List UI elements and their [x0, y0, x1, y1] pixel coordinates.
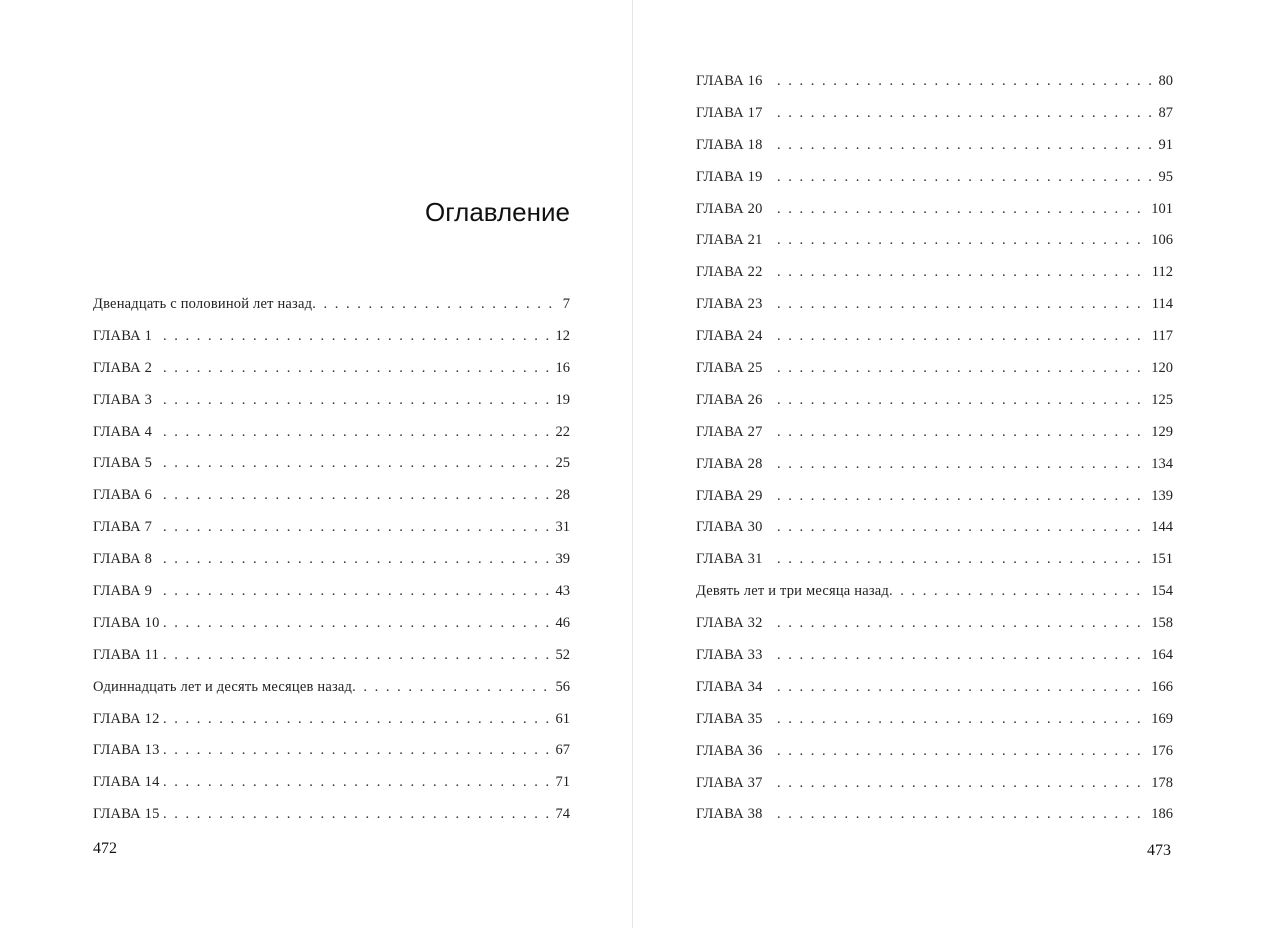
dot-leader [777, 353, 1146, 385]
toc-entry [696, 449, 1173, 481]
toc-entry [696, 289, 1173, 321]
toc-entry-page: 120 [1151, 360, 1173, 377]
toc-entry-label: ГЛАВА 30 [696, 519, 763, 536]
toc-entry-page: 129 [1151, 423, 1173, 440]
toc-entry-page: 139 [1151, 487, 1173, 504]
dot-leader [889, 576, 1146, 608]
dot-leader [777, 449, 1146, 481]
dot-leader [777, 512, 1146, 544]
toc-entry-page: 52 [555, 646, 570, 663]
toc-entry-label: ГЛАВА 1 [93, 327, 153, 344]
toc-entry-page: 106 [1151, 232, 1173, 249]
dot-leader [777, 289, 1147, 321]
toc-entry-label: ГЛАВА 13 [93, 742, 160, 759]
toc-entry [696, 799, 1173, 831]
toc-entry [696, 257, 1173, 289]
toc-entry-page: 166 [1151, 678, 1173, 695]
toc-entry-label: ГЛАВА 29 [696, 487, 763, 504]
page-number-left: 472 [93, 840, 117, 857]
toc-entry-label: ГЛАВА 26 [696, 391, 763, 408]
dot-leader [163, 417, 551, 449]
dot-leader [777, 544, 1146, 576]
dot-leader [777, 417, 1146, 449]
toc-entry [696, 321, 1173, 353]
toc-entry [696, 385, 1173, 417]
dot-leader [163, 385, 551, 417]
toc-entry [93, 608, 570, 640]
dot-leader [777, 799, 1146, 831]
toc-entry-label: ГЛАВА 37 [696, 774, 763, 791]
dot-leader [777, 736, 1146, 768]
toc-entry [696, 512, 1173, 544]
dot-leader [163, 767, 551, 799]
toc-entry [93, 767, 570, 799]
dot-leader [777, 640, 1146, 672]
toc-entry-page: 91 [1158, 136, 1173, 153]
dot-leader [777, 257, 1147, 289]
dot-leader [777, 225, 1146, 257]
toc-entry [696, 544, 1173, 576]
dot-leader [777, 704, 1146, 736]
toc-entry-label: ГЛАВА 6 [93, 487, 153, 504]
toc-entry-page: 95 [1158, 168, 1173, 185]
toc-entry-label: ГЛАВА 32 [696, 615, 763, 632]
toc-entry-page: 12 [555, 327, 570, 344]
toc-entry-page: 117 [1151, 328, 1173, 345]
toc-entry-label: ГЛАВА 33 [696, 647, 763, 664]
toc-entry-page: 22 [555, 423, 570, 440]
toc-entry [696, 672, 1173, 704]
toc-entry-page: 7 [562, 296, 570, 312]
right-page [633, 0, 1264, 928]
toc-entry [696, 417, 1173, 449]
toc-entry-label: Двенадцать с половиной лет назад [93, 296, 313, 312]
toc-entry-label: ГЛАВА 36 [696, 742, 763, 759]
dot-leader [777, 194, 1146, 226]
dot-leader [163, 704, 551, 736]
toc-entry-page: 80 [1158, 73, 1173, 89]
toc-entry-page: 178 [1151, 774, 1173, 791]
dot-leader [777, 98, 1154, 130]
dot-leader [163, 640, 551, 672]
toc-entry-page: 164 [1151, 647, 1173, 664]
toc-entry-label: ГЛАВА 8 [93, 551, 153, 568]
toc-entry-page: 144 [1151, 519, 1173, 536]
page-number-right: 473 [1147, 842, 1171, 859]
toc-entry-label: ГЛАВА 17 [696, 104, 763, 121]
toc-entry-label: ГЛАВА 20 [696, 200, 763, 217]
toc-entry [93, 672, 570, 704]
toc-entry-page: 56 [555, 678, 570, 695]
toc-entry-page: 151 [1151, 551, 1173, 568]
toc-entry-page: 158 [1151, 615, 1173, 632]
toc-entry [696, 66, 1173, 98]
toc-entry [696, 481, 1173, 513]
toc-entry [696, 162, 1173, 194]
toc-entry [93, 735, 570, 767]
toc-entry-label: ГЛАВА 22 [696, 264, 763, 281]
toc-entry-label: ГЛАВА 19 [696, 168, 763, 185]
dot-leader [163, 799, 551, 831]
toc-entry-page: 125 [1151, 391, 1173, 408]
toc-entry [93, 512, 570, 544]
toc-entry-page: 67 [555, 742, 570, 759]
toc-entry-page: 101 [1151, 200, 1173, 217]
toc-entry-page: 28 [555, 487, 570, 504]
toc-entry [93, 448, 570, 480]
toc-entry-page: 31 [555, 519, 570, 536]
toc-entry [696, 194, 1173, 226]
dot-leader [163, 735, 551, 767]
toc-entry-page: 46 [555, 614, 570, 631]
toc-entry [696, 130, 1173, 162]
dot-leader [163, 576, 551, 608]
toc-entry [696, 608, 1173, 640]
toc-entry-label: ГЛАВА 34 [696, 678, 763, 695]
dot-leader [163, 448, 551, 480]
dot-leader [777, 321, 1147, 353]
dot-leader [777, 162, 1154, 194]
dot-leader [163, 608, 551, 640]
toc-entry [696, 576, 1173, 608]
toc-entry [93, 289, 570, 321]
toc-entry-page: 74 [555, 806, 570, 823]
toc-entry-label: ГЛАВА 12 [93, 710, 160, 727]
toc-entry-label: ГЛАВА 7 [93, 519, 153, 536]
toc-entry-page: 87 [1158, 104, 1173, 121]
dot-leader [777, 385, 1146, 417]
dot-leader [352, 672, 550, 704]
toc-entry [696, 736, 1173, 768]
toc-entry [696, 353, 1173, 385]
dot-leader [163, 544, 551, 576]
dot-leader [777, 130, 1154, 162]
toc-entry [93, 417, 570, 449]
toc-entry-page: 169 [1151, 710, 1173, 727]
toc-entry-label: ГЛАВА 10 [93, 614, 160, 631]
dot-leader [777, 66, 1154, 98]
toc-entry [93, 704, 570, 736]
toc-entry-label: ГЛАВА 15 [93, 806, 160, 823]
toc-entry-page: 16 [555, 359, 570, 376]
toc-entry-label: ГЛАВА 11 [93, 646, 160, 663]
toc-entry-page: 134 [1151, 455, 1173, 472]
toc-entry [93, 385, 570, 417]
toc-entry [93, 544, 570, 576]
toc-entry [696, 768, 1173, 800]
toc-entry-label: ГЛАВА 38 [696, 806, 763, 823]
dot-leader [777, 768, 1146, 800]
toc-entry-page: 43 [555, 583, 570, 600]
toc-entry-label: ГЛАВА 4 [93, 423, 153, 440]
toc-entry-page: 25 [555, 455, 570, 472]
toc-entry [93, 353, 570, 385]
toc-entry-label: Девять лет и три месяца назад [696, 583, 890, 600]
toc-entry-label: ГЛАВА 2 [93, 359, 153, 376]
toc-entry-label: ГЛАВА 35 [696, 710, 763, 727]
dot-leader [312, 289, 558, 321]
toc-entry-page: 71 [555, 774, 570, 791]
toc-entry-label: ГЛАВА 14 [93, 774, 160, 791]
toc-entry-label: ГЛАВА 3 [93, 391, 153, 408]
toc-entry-label: ГЛАВА 27 [696, 423, 763, 440]
toc-entry [93, 321, 570, 353]
toc-entry [93, 799, 570, 831]
toc-entry-page: 61 [555, 710, 570, 727]
dot-leader [163, 512, 551, 544]
dot-leader [777, 672, 1146, 704]
toc-list-left [93, 289, 570, 831]
toc-entry [93, 576, 570, 608]
toc-entry [696, 225, 1173, 257]
dot-leader [777, 608, 1146, 640]
toc-entry [93, 480, 570, 512]
toc-entry-label: ГЛАВА 28 [696, 455, 763, 472]
dot-leader [163, 353, 551, 385]
toc-entry-page: 19 [555, 391, 570, 408]
toc-entry-page: 154 [1151, 583, 1173, 600]
toc-entry-page: 176 [1151, 742, 1173, 759]
dot-leader [163, 321, 551, 353]
toc-entry-label: ГЛАВА 23 [696, 296, 763, 313]
toc-entry-label: ГЛАВА 18 [696, 136, 763, 153]
toc-entry-label: ГЛАВА 16 [696, 73, 763, 89]
toc-entry [93, 640, 570, 672]
toc-entry-label: ГЛАВА 21 [696, 232, 763, 249]
toc-entry [696, 98, 1173, 130]
toc-entry-label: Одиннадцать лет и десять месяцев назад [93, 678, 353, 695]
toc-entry-page: 39 [555, 551, 570, 568]
dot-leader [163, 480, 551, 512]
toc-entry-label: ГЛАВА 24 [696, 328, 763, 345]
toc-entry-label: ГЛАВА 5 [93, 455, 153, 472]
toc-entry-label: ГЛАВА 9 [93, 583, 153, 600]
toc-entry-page: 114 [1151, 296, 1173, 313]
page-title: Оглавление [425, 197, 570, 227]
toc-entry-label: ГЛАВА 25 [696, 360, 763, 377]
toc-list-right [696, 66, 1173, 831]
toc-entry [696, 640, 1173, 672]
toc-entry-page: 186 [1151, 806, 1173, 823]
toc-entry-label: ГЛАВА 31 [696, 551, 763, 568]
toc-entry-page: 112 [1151, 264, 1173, 281]
dot-leader [777, 481, 1146, 513]
toc-entry [696, 704, 1173, 736]
